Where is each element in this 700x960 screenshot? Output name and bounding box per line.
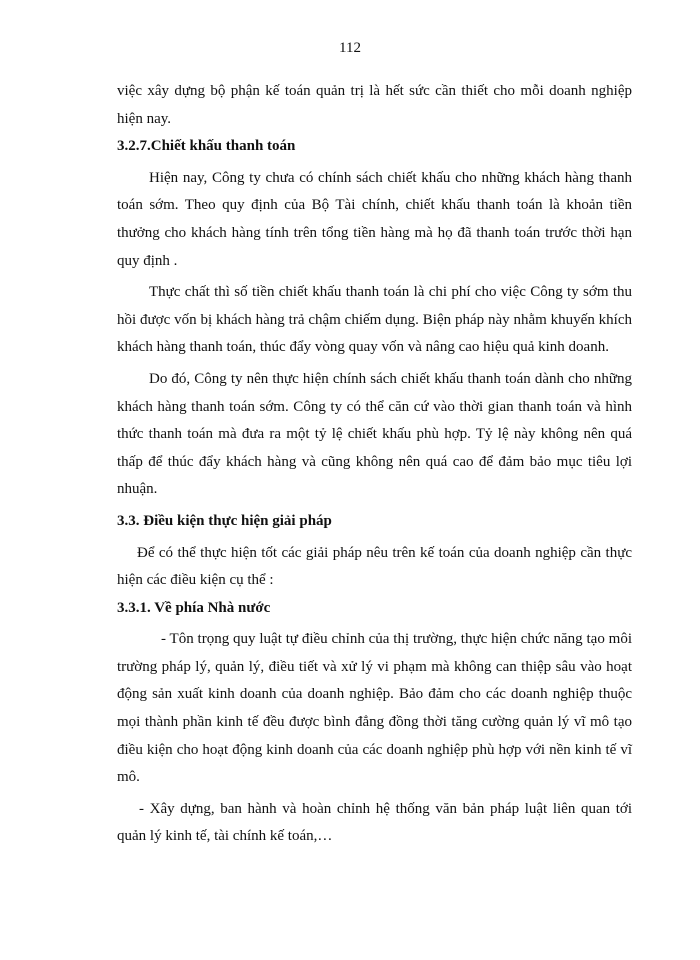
paragraph-current-policy: Hiện nay, Công ty chưa có chính sách chiết khấu cho những khách hàng thanh toán sớm. Theo quy định của Bộ Tài chính, chiết khấu thanh toán là khoản tiền thưởng cho khách hàng tính trên tổng tiền hàng mà họ đã thanh toán trước thời hạn quy định . [117, 169, 632, 269]
heading-3-3-1: 3.3.1. Về phía Nhà nước [117, 599, 271, 616]
heading-3-2-7: 3.2.7.Chiết khấu thanh toán [117, 138, 296, 155]
bullet-item-legal-system: - Xây dựng, ban hành và hoàn chỉnh hệ thống văn bản pháp luật liên quan tới quản lý kinh tế, tài chính kế toán,… [117, 800, 632, 845]
paragraph-conditions-intro: Để có thể thực hiện tốt các giải pháp nêu trên kế toán của doanh nghiệp cần thực hiện các điều kiện cụ thể : [117, 544, 632, 589]
document-body [117, 78, 632, 851]
page-number: 112 [339, 40, 361, 56]
bullet-item-market-rules: - Tôn trọng quy luật tự điều chỉnh của thị trường, thực hiện chức năng tạo môi trường pháp lý, quản lý, điều tiết và xử lý vi phạm mà không can thiệp sâu vào hoạt động sản xuất kinh doanh của doanh nghiệp. Bảo đảm cho các doanh nghiệp thuộc mọi thành phần kinh tế đều được bình đẳng đồng thời tăng cường quản lý vĩ mô tạo điều kiện cho hoạt động kinh doanh của các doanh nghiệp phù hợp với nền kinh tế vĩ mô. [117, 631, 632, 786]
heading-3-3: 3.3. Điều kiện thực hiện giải pháp [117, 512, 332, 529]
paragraph-recommendation: Do đó, Công ty nên thực hiện chính sách chiết khấu thanh toán dành cho những khách hàng thanh toán sớm. Công ty có thể căn cứ vào thời gian thanh toán và hình thức thanh toán mà đưa ra một tỷ lệ chiết khấu phù hợp. Tỷ lệ này không nên quá thấp để thúc đẩy khách hàng và cũng không nên quá cao để đảm bảo mục tiêu lợi nhuận. [117, 370, 632, 498]
paragraph-discount-nature: Thực chất thì số tiền chiết khấu thanh toán là chi phí cho việc Công ty sớm thu hồi được vốn bị khách hàng trả chậm chiếm dụng. Biện pháp này nhằm khuyến khích khách hàng thanh toán, thúc đẩy vòng quay vốn và nâng cao hiệu quả kinh doanh. [117, 284, 632, 356]
paragraph-continuation: việc xây dựng bộ phận kế toán quản trị là hết sức cần thiết cho mỗi doanh nghiệp hiện nay. [117, 83, 632, 127]
